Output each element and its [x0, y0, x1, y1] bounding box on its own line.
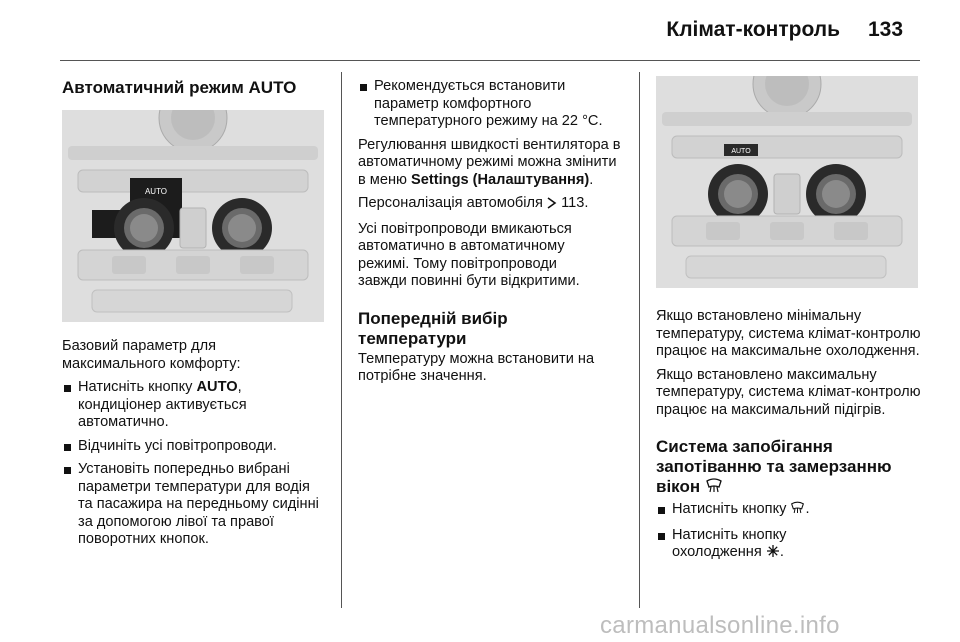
text-span: Відчиніть усі повітропроводи.: [78, 437, 277, 454]
column-1: [62, 72, 324, 549]
list-item: [656, 501, 922, 521]
header-divider: [60, 60, 920, 61]
text-span: Натисніть кнопку: [78, 379, 197, 395]
paragraph-base-setting: Базовий параметр для максимального комфорту:: [62, 338, 241, 372]
section-heading-temperature: Попередній вибір температури: [358, 308, 508, 348]
climate-panel-image-right: [656, 76, 918, 288]
auto-button-label: AUTO: [144, 187, 168, 196]
text-span: .: [805, 501, 810, 517]
column-divider-1: [341, 72, 342, 608]
text-span: .: [779, 544, 784, 560]
snowflake-icon: [766, 544, 780, 564]
paragraph-air-vents: Усі повітропроводи вмикаються автоматично в автоматичному режимі. Тому повітропроводи завжди повинні бути відкритими.: [358, 220, 580, 289]
section-heading-defog: [656, 437, 906, 499]
column-3: [656, 72, 922, 564]
page-reference-icon: [547, 197, 557, 215]
list-item: [62, 461, 324, 549]
auto-bold-label: AUTO: [196, 379, 238, 395]
text-span: Установіть попередньо вибрані параметри температури для водія та пасажира на передньому сидінні за допомогою лівої та правої поворотних кнопок.: [78, 461, 319, 547]
text-span: Система запобігання запотіванню та замерзанню вікон: [656, 437, 892, 496]
auto-button-label: AUTO: [731, 148, 751, 155]
page-reference[interactable]: 113: [561, 195, 585, 211]
watermark: carmanualsonline.info: [600, 612, 840, 639]
settings-bold-label: Settings (Налаштування): [411, 171, 590, 188]
text-span: Натисніть кнопку охолодження: [672, 526, 787, 560]
column-divider-2: [639, 72, 640, 608]
section-heading-auto: Автоматичний режим AUTO: [62, 78, 297, 97]
list-item: [656, 527, 842, 564]
paragraph-max-temperature: Якщо встановлено максимальну температуру, система клімат-контролю працює на максимальний підігрів.: [656, 366, 921, 418]
paragraph-personalisation: [358, 195, 626, 215]
defrost-icon: [705, 478, 723, 499]
climate-panel-image-left: [62, 110, 324, 322]
text-span: .: [584, 195, 589, 211]
defrost-icon: [790, 501, 805, 521]
page-number: 133: [868, 18, 904, 41]
list-item: [358, 78, 604, 131]
text-span: Натисніть кнопку: [672, 501, 791, 517]
list-item: [62, 438, 324, 456]
paragraph-min-temperature: Якщо встановлено мінімальну температуру, система клімат-контролю працює на максимальне охолодження.: [656, 308, 921, 359]
page-header-title: Клімат-контроль: [666, 18, 840, 41]
column-2: [358, 72, 626, 386]
paragraph-fan-speed: [358, 137, 626, 190]
text-span: .: [589, 171, 594, 188]
text-span: Регулювання швидкості вентилятора в автоматичному режимі можна змінити в меню: [358, 136, 621, 188]
text-span: , кондиціонер активується автоматично.: [78, 379, 247, 430]
list-item: [62, 379, 324, 432]
text-span: Рекомендується встановити параметр комфортного температурного режиму на 22 °C.: [374, 78, 603, 129]
paragraph-temperature: Температуру можна встановити на потрібне значення.: [358, 350, 595, 384]
text-span: Персоналізація автомобіля: [358, 195, 548, 211]
